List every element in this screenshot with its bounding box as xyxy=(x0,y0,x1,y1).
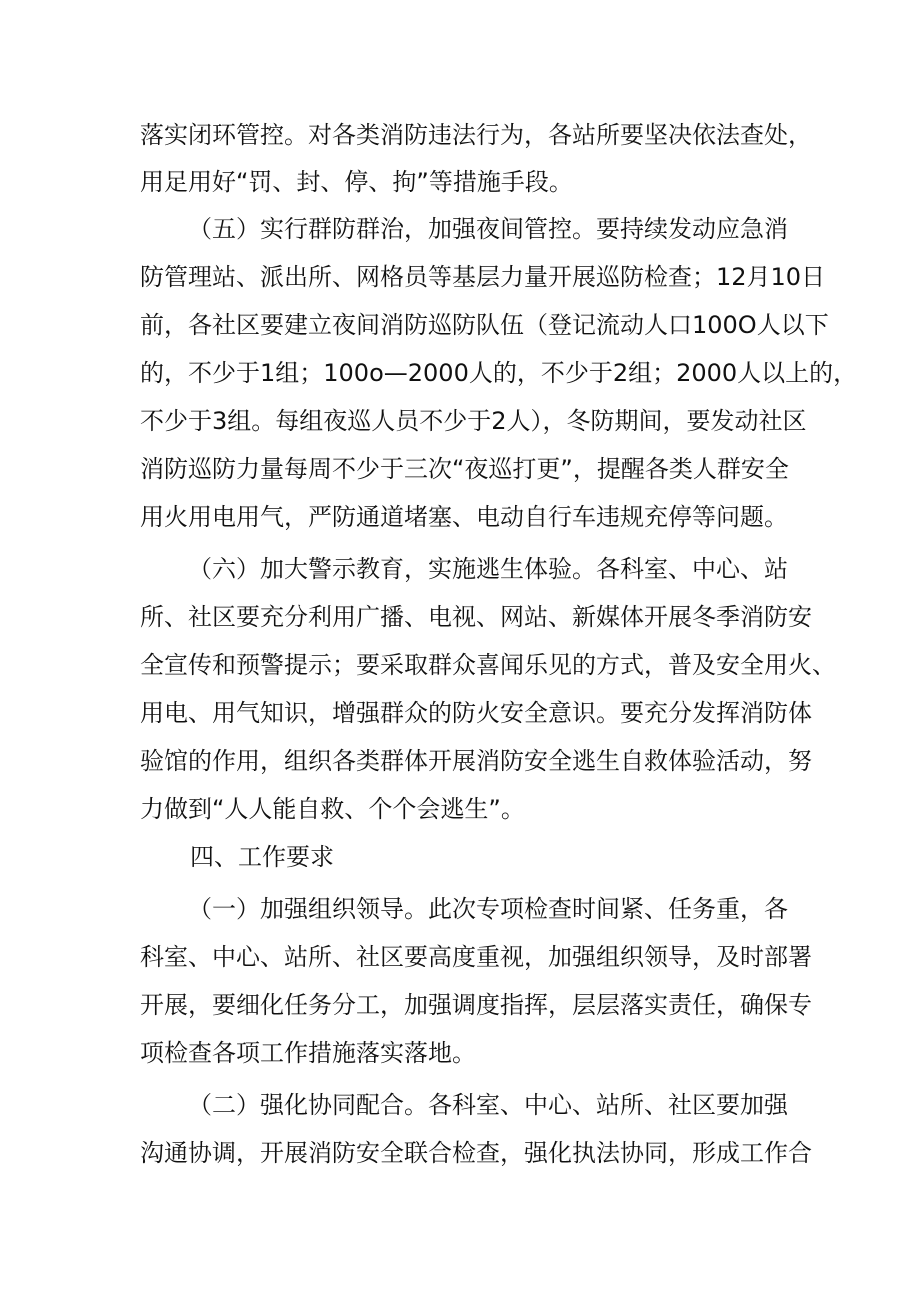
paragraph-start-line: （二）强化协同配合。各科室、中心、站所、社区要加强 xyxy=(188,1091,788,1119)
text-line: 开展，要细化任务分工，加强调度指挥，层层落实责任，确保专 xyxy=(140,991,812,1019)
text-line: 消防巡防力量每周不少于三次“夜巡打更”，提醒各类人群安全 xyxy=(140,455,789,483)
paragraph-start-line: （六）加大警示教育，实施逃生体验。各科室、中心、站 xyxy=(188,555,788,583)
text-line: 力做到“人人能自救、个个会逃生”。 xyxy=(140,795,525,823)
text-line: 用火用电用气，严防通道堵塞、电动自行车违规充停等问题。 xyxy=(140,503,788,531)
paragraph-start-line: （一）加强组织领导。此次专项检查时间紧、任务重，各 xyxy=(188,895,788,923)
text-line: 前，各社区要建立夜间消防巡防队伍（登记流动人口100O人以下 xyxy=(140,311,829,339)
text-line: 的，不少于1组；100o—2000人的，不少于2组；2000人以上的， xyxy=(140,359,858,387)
text-line: 落实闭环管控。对各类消防违法行为，各站所要坚决依法查处， xyxy=(140,121,812,149)
text-line: 项检查各项工作措施落实落地。 xyxy=(140,1039,476,1067)
text-line: 全宣传和预警提示；要采取群众喜闻乐见的方式，普及安全用火、 xyxy=(140,651,836,679)
text-line: 所、社区要充分利用广播、电视、网站、新媒体开展冬季消防安 xyxy=(140,603,812,631)
section-heading: 四、工作要求 xyxy=(190,843,334,871)
text-line: 用足用好“罚、封、停、拘”等措施手段。 xyxy=(140,168,573,196)
text-line: 沟通协调，开展消防安全联合检查，强化执法协同，形成工作合 xyxy=(140,1139,812,1167)
text-line: 科室、中心、站所、社区要高度重视，加强组织领导，及时部署 xyxy=(140,943,812,971)
text-line: 不少于3组。每组夜巡人员不少于2人），冬防期间，要发动社区 xyxy=(140,407,807,435)
text-line: 用电、用气知识，增强群众的防火安全意识。要充分发挥消防体 xyxy=(140,699,812,727)
text-line: 防管理站、派出所、网格员等基层力量开展巡防检查；12月10日 xyxy=(140,263,826,291)
paragraph-start-line: （五）实行群防群治，加强夜间管控。要持续发动应急消 xyxy=(188,215,788,243)
text-line: 验馆的作用，组织各类群体开展消防安全逃生自救体验活动，努 xyxy=(140,747,812,775)
